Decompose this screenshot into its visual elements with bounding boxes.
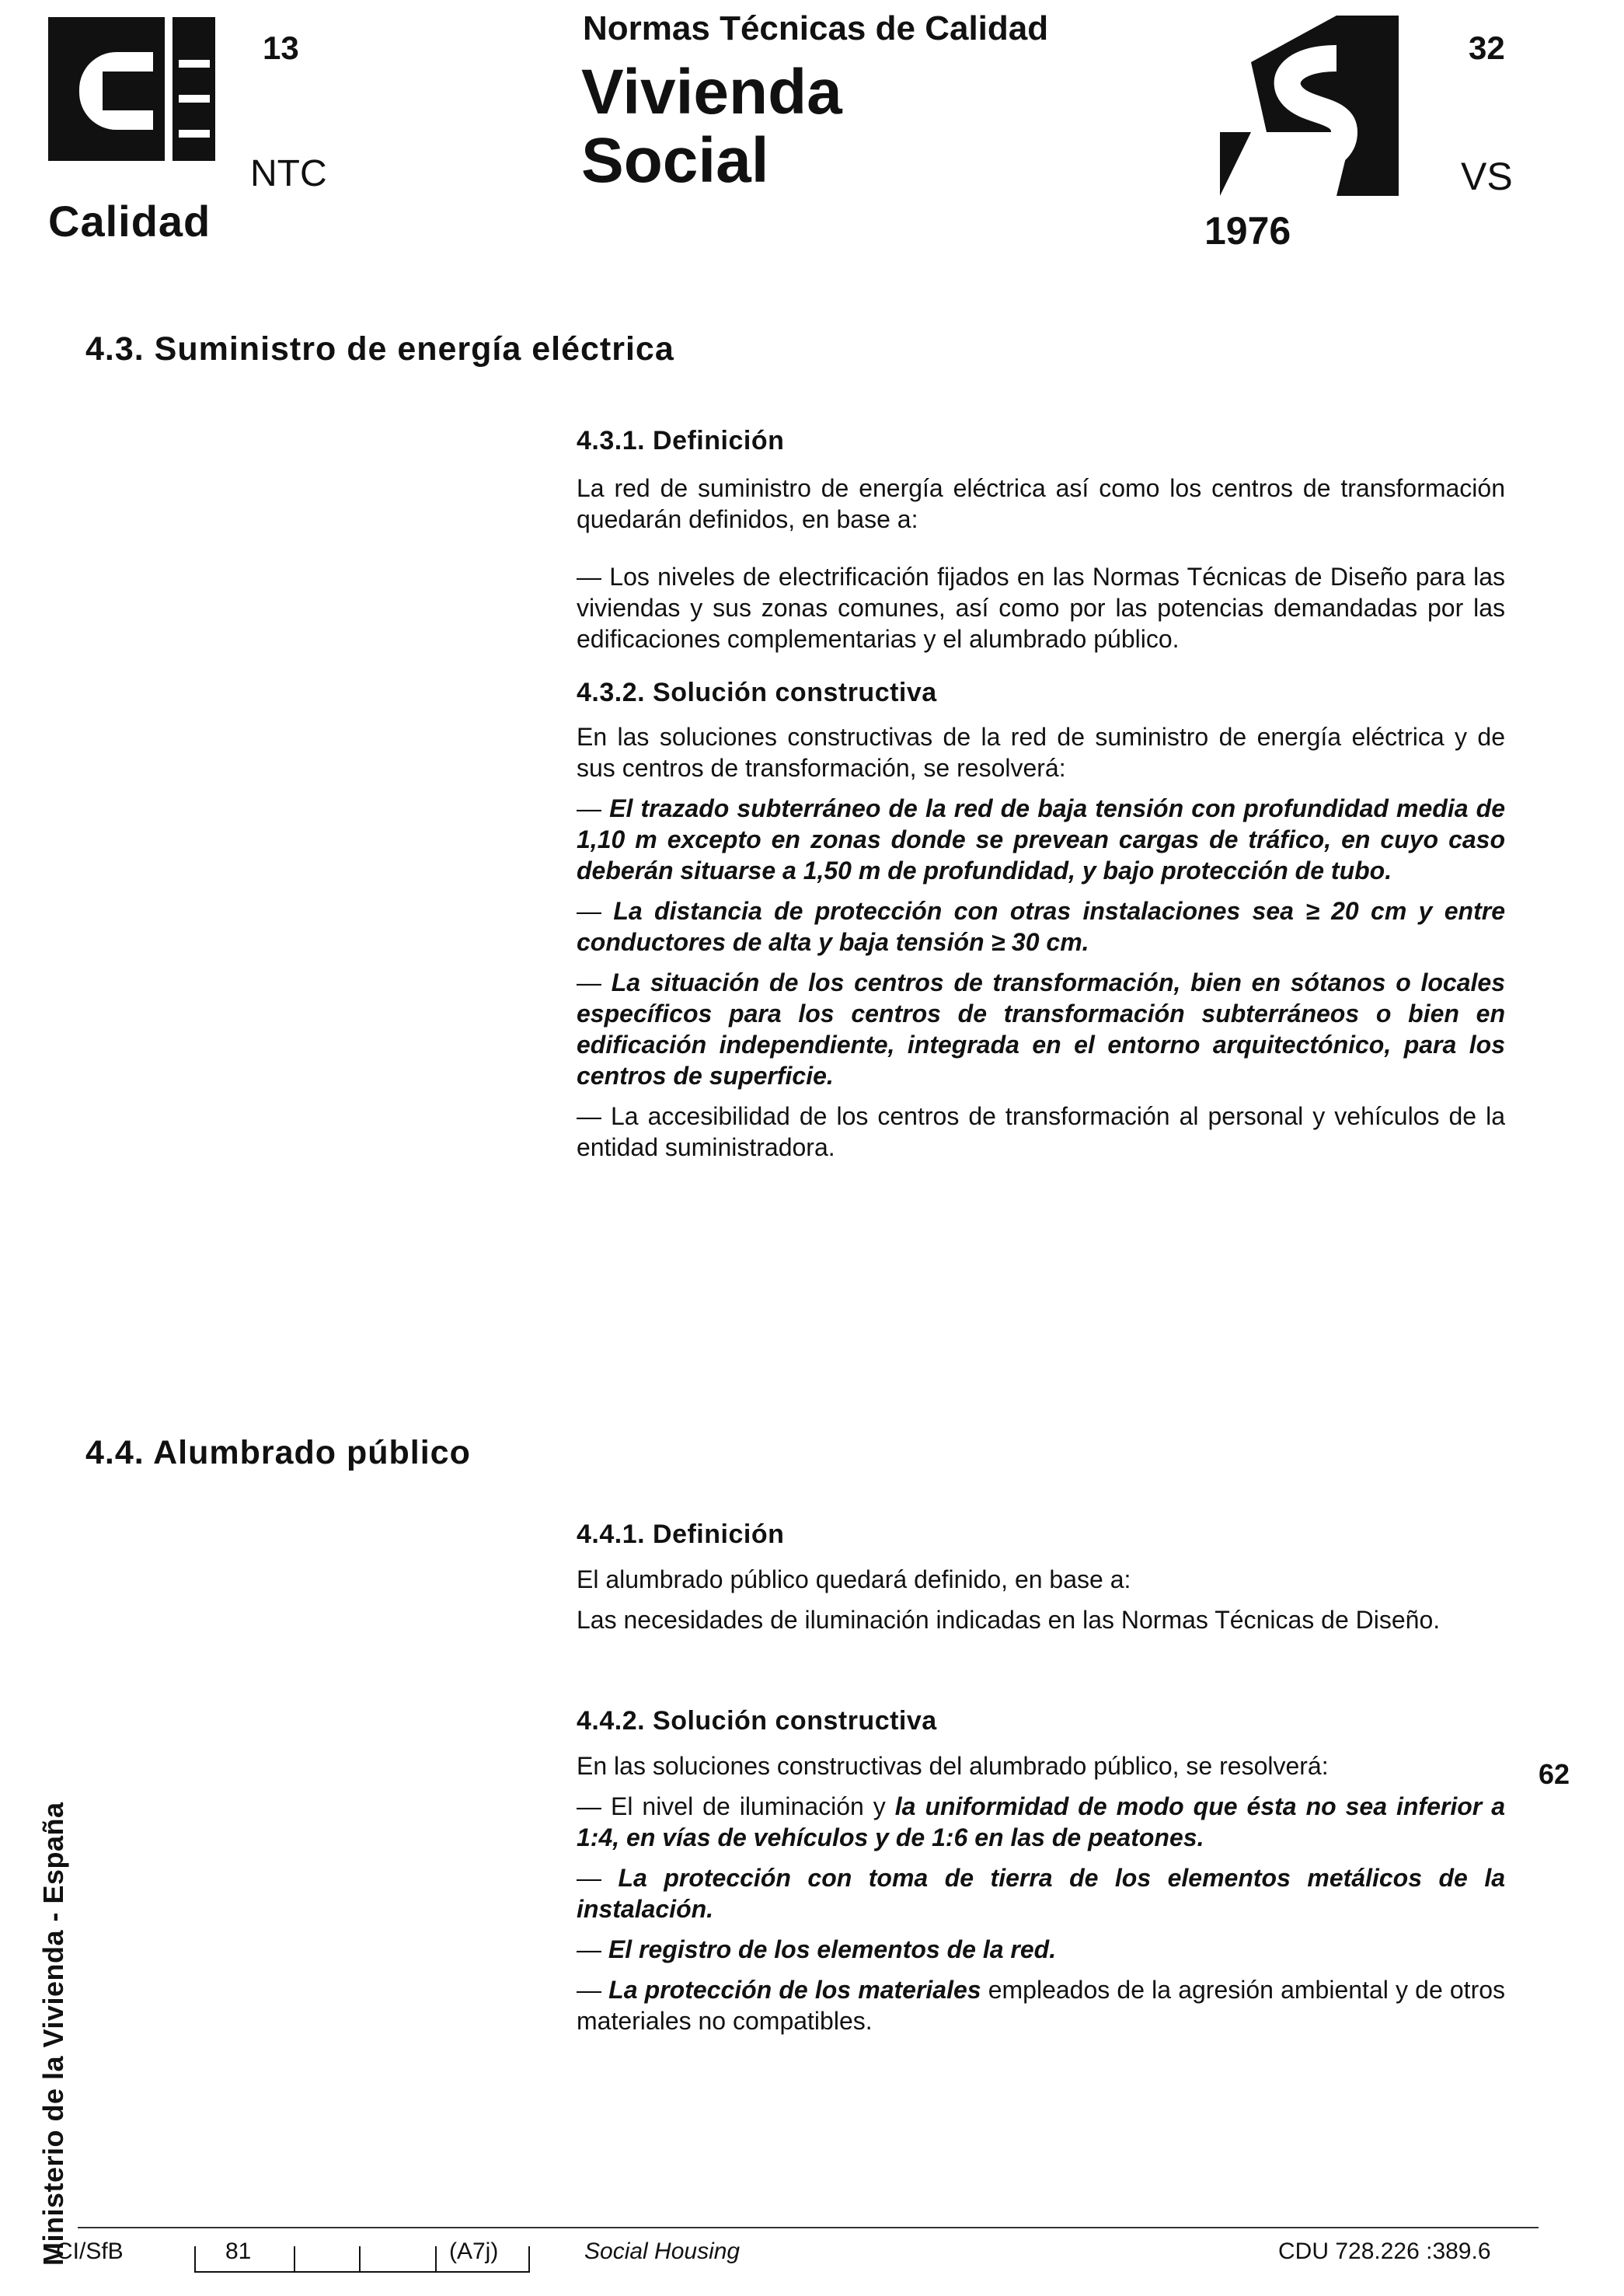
paragraph xyxy=(577,1862,1505,1924)
paragraph: En las soluciones constructivas del alumbrado público, se resolverá: xyxy=(577,1752,1329,1780)
right-number: 32 xyxy=(1469,30,1505,66)
box-divider xyxy=(528,2246,530,2273)
dash: — xyxy=(577,1864,619,1892)
dash: — xyxy=(577,968,612,996)
ci-logo xyxy=(48,17,219,192)
header-supertitle: Normas Técnicas de Calidad xyxy=(583,9,1049,47)
box-divider xyxy=(194,2246,196,2273)
page-number: 62 xyxy=(1539,1758,1570,1790)
paragraph: En las soluciones constructivas de la red de suministro de energía eléctrica y de sus centros de transformación, se resolverá: xyxy=(577,723,1505,782)
dash: — xyxy=(577,1976,609,2004)
cisfb-label: CI/SfB xyxy=(56,2238,124,2264)
subsection-title-4-3-1: 4.3.1. Definición xyxy=(577,426,785,455)
footer-rule xyxy=(78,2227,1539,2228)
plain-text: — El nivel de iluminación y xyxy=(577,1792,895,1820)
section-title-4-3: 4.3. Suministro de energía eléctrica xyxy=(85,330,674,368)
section-4-4-2-body xyxy=(577,1750,1505,2036)
dash: — xyxy=(577,897,614,925)
paragraph xyxy=(577,1791,1505,1853)
cdu-code: CDU 728.226 :389.6 xyxy=(1278,2238,1491,2264)
subsection-title-4-4-2: 4.4.2. Solución constructiva xyxy=(577,1706,937,1736)
section-title-4-4: 4.4. Alumbrado público xyxy=(85,1434,471,1471)
emphasis-text: El registro de los elementos de la red. xyxy=(608,1935,1057,1963)
emphasis-text: La distancia de protección con otras instalaciones sea ≥ 20 cm y entre conductores de alta y baja tensión ≥ 30 cm. xyxy=(577,897,1506,956)
box-baseline xyxy=(194,2271,530,2273)
paragraph xyxy=(577,967,1505,1091)
emphasis-text: El trazado subterráneo de la red de baja tensión con profundidad media de 1,10 m excepto en zonas donde se prevean cargas de tráfico, en cuyo caso deberán situarse a 1,50 m de profundidad, y bajo protección de tubo. xyxy=(577,794,1506,885)
section-4-3-2-body xyxy=(577,721,1505,1163)
paragraph xyxy=(577,1934,1505,1965)
box-divider xyxy=(294,2246,295,2273)
ntc-label: NTC xyxy=(250,153,327,194)
dash: — xyxy=(577,794,610,822)
box-divider xyxy=(359,2246,361,2273)
emphasis-text: La protección de los materiales xyxy=(608,1976,981,2004)
year: 1976 xyxy=(1204,209,1291,253)
box-divider xyxy=(435,2246,437,2273)
dash: — xyxy=(577,1935,608,1963)
vs-code: VS xyxy=(1461,155,1513,198)
section-4-3-1-body xyxy=(577,473,1505,654)
emphasis-text: La protección con toma de tierra de los elementos metálicos de la instalación. xyxy=(577,1864,1506,1923)
paragraph: La red de suministro de energía eléctrica así como los centros de transformación quedarán definidos, en base a: xyxy=(577,474,1505,533)
section-4-4-1-body xyxy=(577,1564,1505,1635)
paragraph: El alumbrado público quedará definido, en base a: xyxy=(577,1565,1131,1593)
calidad-label: Calidad xyxy=(48,197,211,246)
title-line-2: Social xyxy=(581,125,769,196)
title-line-1: Vivienda xyxy=(581,57,842,127)
paragraph: — Los niveles de electrificación fijados en las Normas Técnicas de Diseño para las viviendas y sus zonas comunes, así como por las potencias demandadas por las edificaciones complementarias y el alumbrado público. xyxy=(577,563,1505,653)
ministry-side-text: Ministerio de la Vivienda - España xyxy=(37,1802,69,2266)
paragraph xyxy=(577,793,1505,886)
sfb-box-1: 81 xyxy=(225,2238,252,2264)
social-housing-label: Social Housing xyxy=(584,2238,741,2264)
paragraph: Las necesidades de iluminación indicadas en las Normas Técnicas de Diseño. xyxy=(577,1606,1441,1634)
emphasis-text: la uniformidad de modo que ésta no sea inferior a 1:4, en vías de vehículos y de 1:6 en las de peatones. xyxy=(577,1792,1505,1851)
paragraph xyxy=(577,1974,1505,2036)
paragraph xyxy=(577,895,1505,958)
subsection-title-4-3-2: 4.3.2. Solución constructiva xyxy=(577,678,937,707)
subsection-title-4-4-1: 4.4.1. Definición xyxy=(577,1520,785,1549)
emphasis-text: La situación de los centros de transformación, bien en sótanos o locales específicos para los centros de transformación subterráneos o bien en edificación independiente, integrada en el entorno arquitectónico, para los centros de superficie. xyxy=(577,968,1506,1090)
left-number: 13 xyxy=(263,30,299,66)
paragraph: — La accesibilidad de los centros de transformación al personal y vehículos de la entidad suministradora. xyxy=(577,1102,1505,1161)
s-logo xyxy=(1220,16,1399,196)
plain-text: empleados de la agresión ambiental y de otros materiales no compatibles. xyxy=(577,1976,1506,2035)
sfb-box-4: (A7j) xyxy=(449,2238,499,2264)
